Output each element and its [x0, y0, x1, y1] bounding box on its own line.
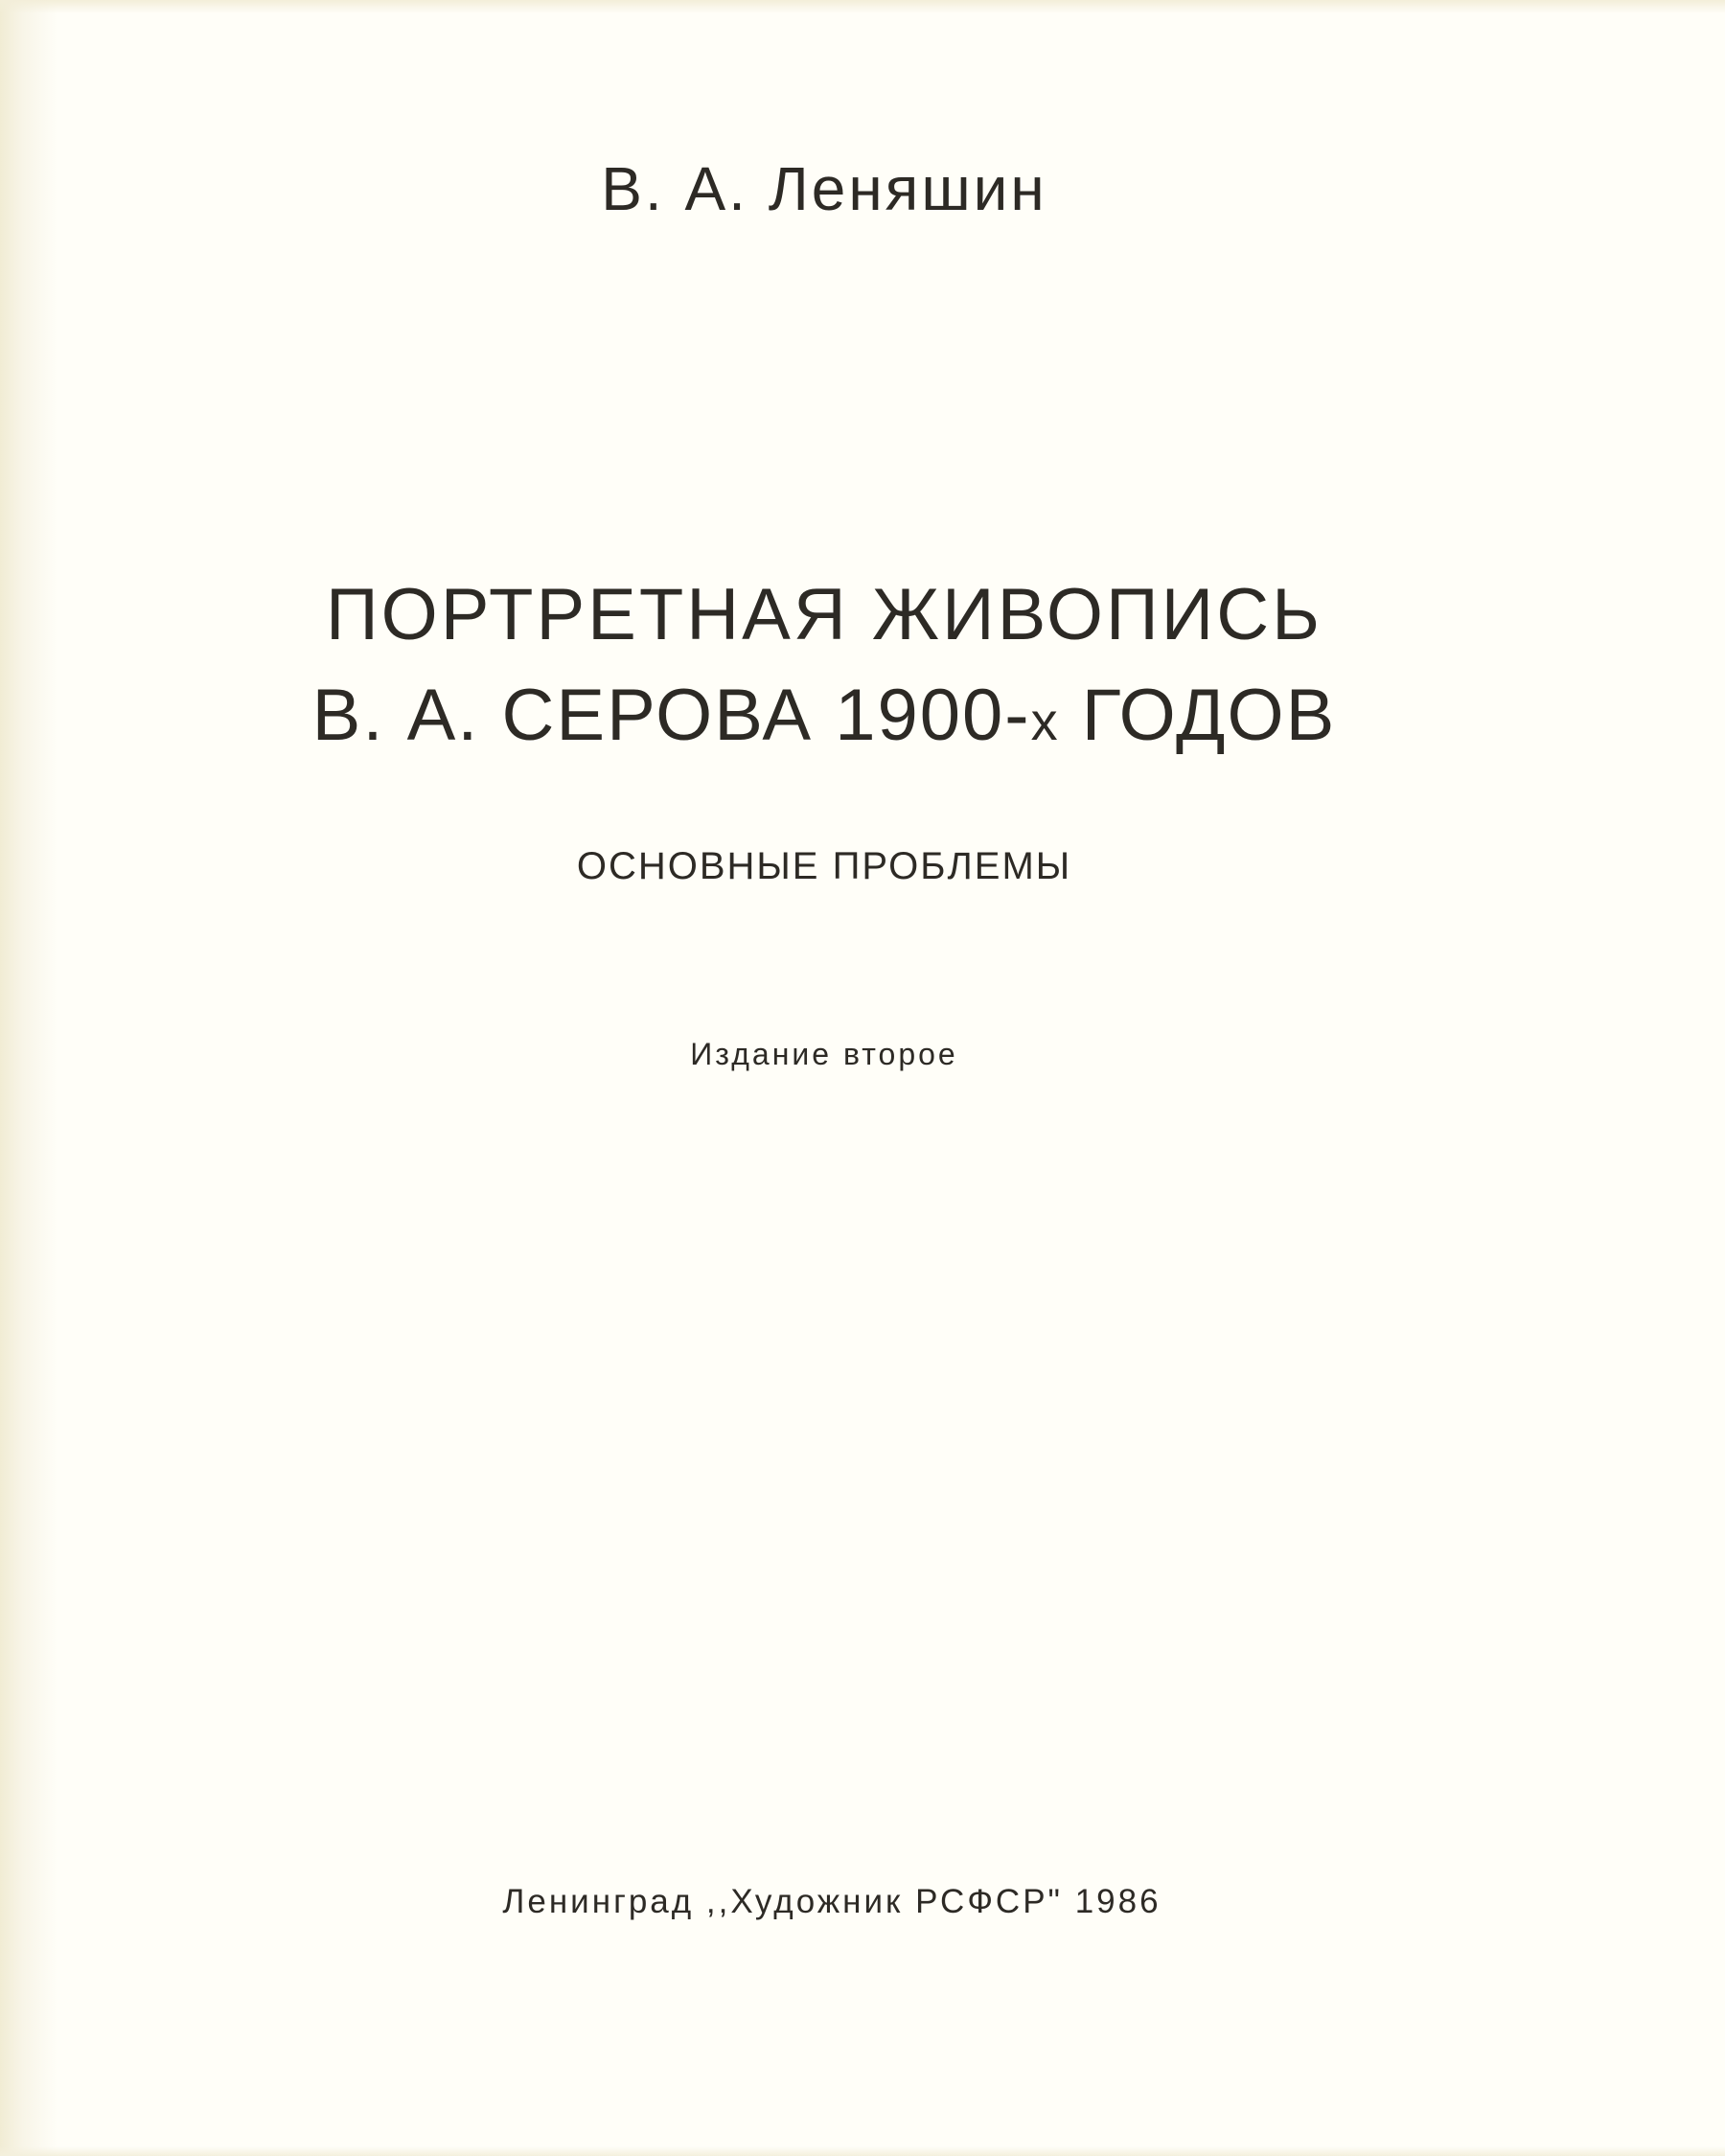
book-title-line-2-main: В. А. СЕРОВА 1900-: [311, 675, 1031, 756]
book-title-line-2-end: ГОДОВ: [1059, 675, 1337, 756]
spine-shadow: [0, 0, 58, 2156]
publisher-imprint: Ленинград ,,Художник РСФСР" 1986: [502, 1883, 1162, 1920]
top-edge-shadow: [0, 0, 1725, 13]
book-title-line-1: ПОРТРЕТНАЯ ЖИВОПИСЬ: [326, 574, 1322, 655]
book-title-line-2-suffix: х: [1030, 691, 1060, 751]
book-subtitle: ОСНОВНЫЕ ПРОБЛЕМЫ: [576, 845, 1072, 887]
bottom-edge-shadow: [0, 2146, 1725, 2156]
edition-note: Издание второе: [690, 1037, 958, 1071]
book-title-line-2: [0, 674, 1648, 757]
author-name: В. А. Леняшин: [601, 154, 1047, 223]
